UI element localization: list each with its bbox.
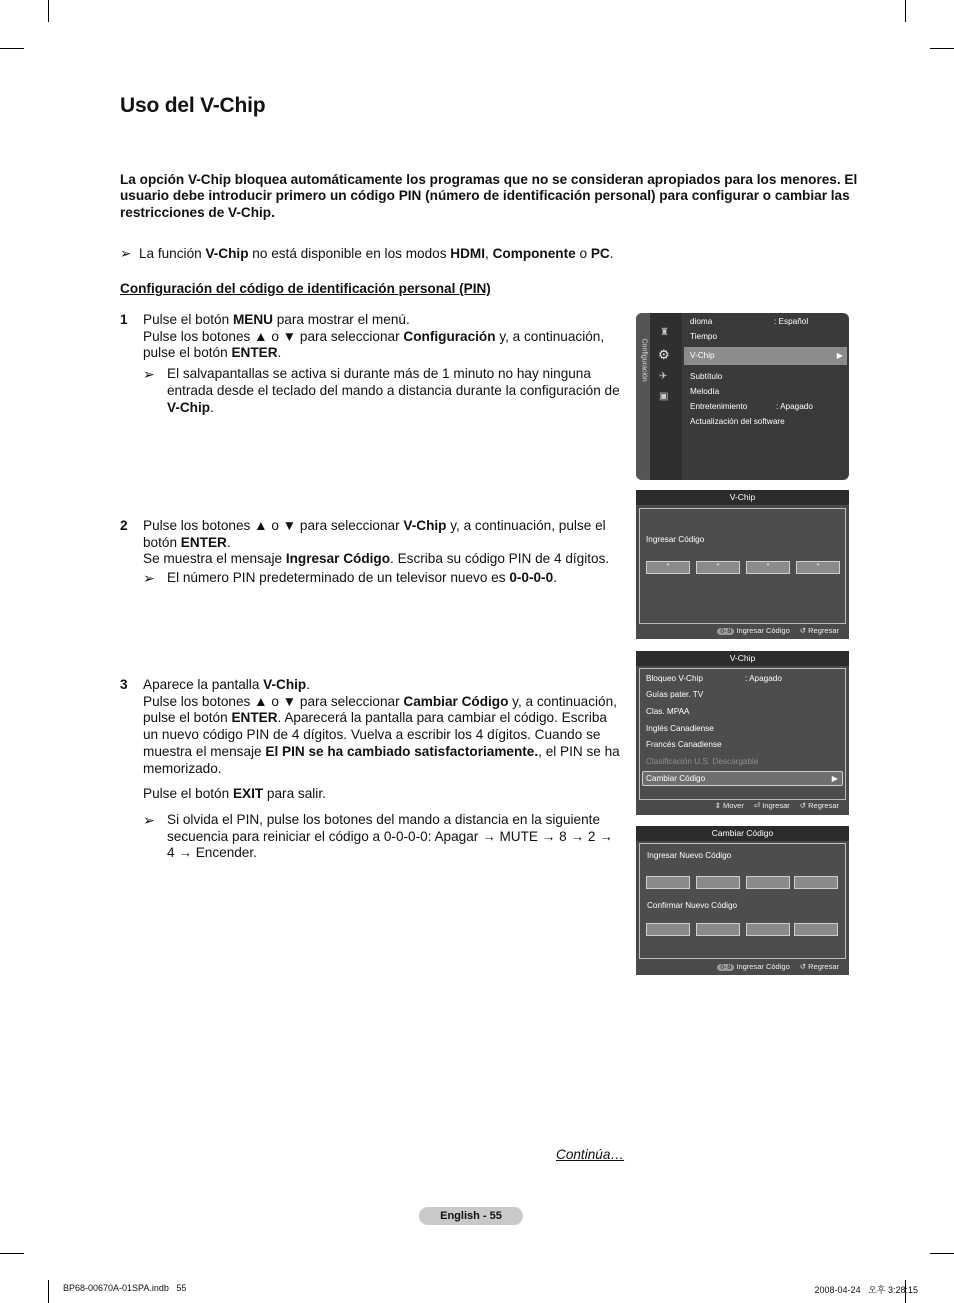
confirm-code-label: Confirmar Nuevo Código [647, 901, 738, 910]
side-label: Configuración [640, 338, 648, 382]
note-arrow-icon: ➢ [143, 366, 155, 383]
page-number-pill: English - 55 [419, 1207, 523, 1225]
icon-column [650, 313, 682, 480]
gear-icon: ⚙ [658, 347, 670, 362]
number-keys-icon: 0~9 [717, 964, 734, 971]
input-icon: ♜ [660, 327, 669, 338]
return-icon: ↺ [799, 626, 807, 635]
chevron-right-icon: ▶ [836, 351, 843, 360]
step-number: 2 [120, 518, 128, 533]
menu-item-change-code-selected[interactable]: Cambiar Código ▶ [642, 771, 843, 786]
new-code-label: Ingresar Nuevo Código [647, 851, 732, 860]
confirm-code-digit-2[interactable] [696, 923, 740, 936]
pin-digit-2[interactable]: * [696, 561, 740, 574]
note-arrow-icon: ➢ [120, 246, 132, 261]
step-note: ➢ Si olvida el PIN, pulse los botones del mando a distancia en la siguiente secuencia para reiniciar el código a 0-0-0-0: Apagar → MUTE → 8 → 2 → 4 → Encender. [143, 811, 613, 861]
crop-mark [0, 1253, 24, 1254]
intro-paragraph: La opción V-Chip bloquea automáticamente los programas que no se consideran apropiados para los menores. El usuario debe introducir primero un código PIN (número de identificación personal) para configurar o cambiar las restricciones de V-Chip. [120, 172, 858, 220]
step-note: ➢ El número PIN predeterminado de un televisor nuevo es 0-0-0-0. [143, 570, 557, 587]
menu-item-disabled: Clasificación U.S. Descargable [646, 757, 759, 766]
support-icon: ▣ [659, 391, 669, 402]
screen-footer: 0~9 Ingresar Código ↺ Regresar [717, 962, 839, 971]
page-title: Uso del V-Chip [120, 94, 266, 117]
pin-prompt: Ingresar Código [646, 535, 705, 544]
menu-item[interactable]: Clas. MPAA [646, 707, 690, 716]
tv-screen-vchip-menu [636, 651, 849, 815]
menu-item[interactable]: Bloqueo V-Chip : Apagado [646, 674, 782, 683]
screen-title: Cambiar Código [636, 826, 849, 841]
crop-mark [0, 48, 24, 49]
menu-item[interactable]: Francés Canadiense [646, 740, 722, 749]
new-code-digit-3[interactable] [746, 876, 790, 889]
confirm-code-digit-3[interactable] [746, 923, 790, 936]
section-heading: Configuración del código de identificación personal (PIN) [120, 281, 491, 296]
enter-icon: ⏎ [753, 801, 761, 810]
menu-list [684, 313, 847, 480]
crop-mark [48, 1280, 49, 1303]
satellite-icon: ✈ [659, 371, 668, 382]
menu-item[interactable]: Entretenimiento : Apagado [690, 402, 813, 411]
menu-item[interactable]: Subtítulo [690, 372, 723, 381]
continues-label: Continúa… [556, 1147, 625, 1162]
screen-frame [639, 508, 846, 624]
availability-note: ➢ La función V-Chip no está disponible en los modos HDMI, Componente o PC. [120, 246, 614, 261]
return-icon: ↺ [799, 801, 807, 810]
menu-item[interactable]: Actualización del software [690, 417, 785, 426]
up-down-icon: ⇕ [714, 801, 721, 810]
screen-footer: 0~9 Ingresar Código ↺ Regresar [717, 626, 839, 635]
crop-mark [930, 48, 954, 49]
crop-mark [48, 0, 49, 22]
new-code-digit-2[interactable] [696, 876, 740, 889]
step-note: ➢ El salvapantallas se activa si durante más de 1 minuto no hay ninguna entrada desde el teclado del mando a distancia durante la configuración de V-Chip. [143, 366, 620, 415]
tv-screen-enter-pin [636, 490, 849, 639]
step-3: 3 Aparece la pantalla V-Chip. Pulse los botones ▲ o ▼ para seleccionar Cambiar Código y, a continuación, pulse el botón ENTER. Aparecerá la pantalla para cambiar el código. Escriba un nuevo código PIN de 4 dígitos. Vuelva a escribir los 4 dígitos. Cuando se muestra el mensaje El PIN se ha cambiado satisfactoriamente., el PIN se ha memorizado. Pulse el botón EXIT para salir. ➢ Si olvida el PIN, pulse los botones del mando a distancia en la siguiente secuencia para reiniciar el código a 0-0-0-0: Apagar → MUTE → 8 → 2 → 4 → Encender. [120, 677, 620, 861]
step-2: 2 Pulse los botones ▲ o ▼ para seleccionar V-Chip y, a continuación, pulse el botón ENTER. Se muestra el mensaje Ingresar Código. Escriba su código PIN de 4 dígitos. ➢ El número PIN predeterminado de un televisor nuevo es 0-0-0-0. [120, 518, 620, 587]
new-code-digit-1[interactable] [646, 876, 690, 889]
menu-item[interactable]: Melodía [690, 387, 720, 396]
return-icon: ↺ [799, 962, 807, 971]
step-number: 1 [120, 312, 128, 327]
menu-item-vchip-selected[interactable]: V-Chip ▶ [684, 347, 847, 365]
new-code-digit-4[interactable] [794, 876, 838, 889]
confirm-code-digit-1[interactable] [646, 923, 690, 936]
step-number: 3 [120, 677, 128, 692]
menu-item[interactable]: dioma : Español [690, 317, 809, 326]
tv-screen-setup-menu [636, 313, 849, 480]
screen-title: V-Chip [636, 651, 849, 666]
number-keys-icon: 0~9 [717, 628, 734, 635]
menu-item[interactable]: Guías pater. TV [646, 690, 704, 699]
screen-footer: ⇕ Mover ⏎ Ingresar ↺ Regresar [714, 801, 839, 810]
screen-frame [639, 843, 846, 959]
file-info: BP68-00670A-01SPA.indb 55 [63, 1283, 187, 1293]
crop-mark [930, 1253, 954, 1254]
note-arrow-icon: ➢ [143, 570, 155, 587]
note-arrow-icon: ➢ [143, 811, 155, 828]
pin-digit-1[interactable]: * [646, 561, 690, 574]
pin-digit-3[interactable]: * [746, 561, 790, 574]
crop-mark [905, 0, 906, 22]
screen-frame [639, 668, 846, 800]
menu-item[interactable]: Tiempo [690, 332, 717, 341]
confirm-code-digit-4[interactable] [794, 923, 838, 936]
screen-title: V-Chip [636, 490, 849, 505]
step-1: 1 Pulse el botón MENU para mostrar el menú. Pulse los botones ▲ o ▼ para seleccionar Configuración y, a continuación, pulse el botón ENTER. ➢ El salvapantallas se activa si durante más de 1 minuto no hay ninguna entrada desde el teclado del mando a distancia durante la configuración de V-Chip. [120, 312, 620, 415]
menu-item[interactable]: Inglés Canadiense [646, 724, 714, 733]
chevron-right-icon: ▶ [831, 774, 838, 783]
date-info: 2008-04-24 오후 3:28:15 [814, 1285, 918, 1295]
tv-screen-change-code [636, 826, 849, 975]
pin-digit-4[interactable]: * [796, 561, 840, 574]
